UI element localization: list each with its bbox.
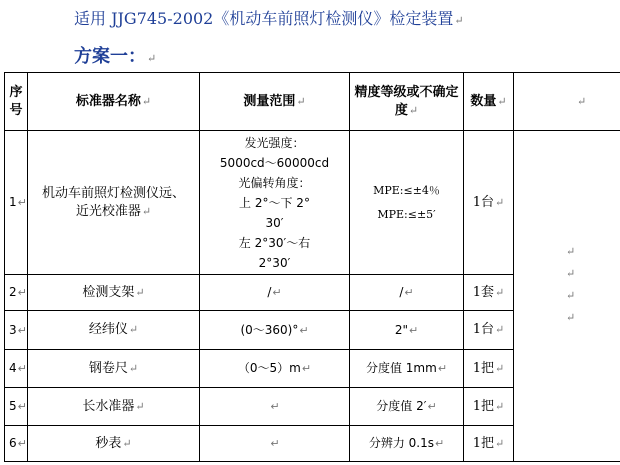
row-quantity-text: 1把 bbox=[472, 435, 495, 451]
paragraph-mark-icon: ↵ bbox=[566, 267, 576, 280]
row-range-text: （0～5）m bbox=[237, 361, 301, 375]
header-range-text: 测量范围 bbox=[243, 93, 296, 109]
row-name-text: 机动车前照灯检测仪远、近光校准器 bbox=[41, 185, 185, 219]
document-title bbox=[74, 6, 464, 29]
range-line: 左 2°30′～右 bbox=[238, 235, 311, 250]
row-accuracy bbox=[350, 131, 464, 275]
range-line: 光偏转角度： bbox=[238, 175, 311, 190]
row-name bbox=[28, 275, 200, 311]
paragraph-mark-icon: ↵ bbox=[497, 94, 507, 108]
paragraph-mark-icon: ↵ bbox=[147, 52, 157, 65]
row-no bbox=[5, 311, 28, 350]
paragraph-mark-icon: ↵ bbox=[408, 323, 419, 337]
row-quantity-text: 1台 bbox=[472, 322, 495, 337]
paragraph-mark-icon: ↵ bbox=[128, 323, 139, 336]
row-no bbox=[5, 426, 28, 462]
table-header-row bbox=[5, 73, 620, 131]
row-name bbox=[28, 350, 200, 388]
row-quantity bbox=[464, 350, 514, 388]
paragraph-mark-icon: ↵ bbox=[434, 437, 445, 450]
header-quantity bbox=[464, 73, 514, 131]
paragraph-mark-icon: ↵ bbox=[141, 204, 152, 218]
paragraph-mark-icon: ↵ bbox=[17, 400, 27, 413]
paragraph-mark-icon: ↵ bbox=[495, 436, 505, 450]
range-line: 30′ bbox=[265, 215, 284, 230]
header-name-text: 标准器名称 bbox=[75, 93, 141, 109]
row-quantity-text: 1台 bbox=[472, 194, 495, 210]
row-accuracy-text: 分辨力 0.1s bbox=[368, 436, 434, 450]
document-title-text: 适用 JJG745-2002《机动车前照灯检测仪》检定装置 bbox=[74, 9, 454, 28]
paragraph-mark-icon: ↵ bbox=[495, 361, 505, 375]
paragraph-mark-icon: ↵ bbox=[128, 361, 139, 375]
paragraph-mark-icon: ↵ bbox=[272, 286, 282, 299]
header-quantity-text: 数量 bbox=[470, 93, 497, 109]
range-line: 上 2°～下 2° bbox=[239, 195, 310, 210]
row-accuracy-text: 2" bbox=[394, 322, 408, 337]
row-range bbox=[200, 388, 350, 426]
row-range-text: (0～360)° bbox=[240, 322, 299, 337]
paragraph-mark-icon: ↵ bbox=[427, 400, 437, 413]
range-line: 5000cd～60000cd bbox=[219, 155, 330, 170]
paragraph-mark-icon: ↵ bbox=[566, 289, 576, 302]
row-accuracy-text: / bbox=[399, 285, 404, 299]
row-no-text: 3 bbox=[9, 322, 17, 337]
row-accuracy bbox=[350, 388, 464, 426]
row-no-text: 2 bbox=[9, 285, 17, 299]
row-extra-merged bbox=[514, 131, 620, 462]
paragraph-mark-icon: ↵ bbox=[135, 285, 145, 299]
row-range-text: / bbox=[267, 285, 272, 299]
row-no-text: 6 bbox=[9, 436, 17, 450]
row-name bbox=[28, 311, 200, 350]
paragraph-mark-icon: ↵ bbox=[495, 399, 505, 413]
accuracy-line: MPE:≤±4％ bbox=[373, 183, 440, 197]
row-accuracy bbox=[350, 311, 464, 350]
paragraph-mark-icon: ↵ bbox=[122, 436, 132, 450]
row-name bbox=[28, 388, 200, 426]
row-name bbox=[28, 426, 200, 462]
row-range bbox=[200, 350, 350, 388]
row-quantity-text: 1把 bbox=[472, 398, 495, 414]
row-quantity bbox=[464, 275, 514, 311]
paragraph-mark-icon: ↵ bbox=[566, 311, 576, 324]
row-accuracy-text: 分度值 2′ bbox=[376, 399, 427, 413]
row-quantity bbox=[464, 388, 514, 426]
header-no: 序号 bbox=[5, 73, 28, 131]
scheme-heading bbox=[74, 42, 156, 68]
range-line: 2°30′ bbox=[258, 255, 291, 270]
accuracy-line: MPE:≤±5′ bbox=[377, 207, 436, 221]
paragraph-mark-icon: ↵ bbox=[495, 195, 505, 209]
paragraph-mark-icon: ↵ bbox=[404, 286, 414, 299]
row-no-text: 4 bbox=[9, 361, 17, 375]
paragraph-mark-icon: ↵ bbox=[17, 362, 27, 375]
paragraph-mark-icon: ↵ bbox=[135, 399, 145, 413]
header-range bbox=[200, 73, 350, 131]
standards-table bbox=[4, 72, 620, 462]
row-no bbox=[5, 275, 28, 311]
row-range bbox=[200, 311, 350, 350]
row-accuracy-text: 分度值 1mm bbox=[365, 361, 437, 375]
row-accuracy bbox=[350, 350, 464, 388]
row-name-text: 长水准器 bbox=[82, 398, 135, 414]
paragraph-mark-icon: ↵ bbox=[270, 437, 280, 450]
paragraph-mark-icon: ↵ bbox=[17, 196, 27, 209]
row-name bbox=[28, 131, 200, 275]
scheme-heading-text: 方案一： bbox=[74, 46, 146, 67]
row-quantity bbox=[464, 311, 514, 350]
paragraph-mark-icon: ↵ bbox=[566, 245, 576, 258]
table-row bbox=[5, 131, 620, 275]
row-range bbox=[200, 131, 350, 275]
paragraph-mark-icon: ↵ bbox=[17, 323, 27, 337]
header-extra bbox=[514, 73, 620, 131]
row-no bbox=[5, 350, 28, 388]
row-accuracy bbox=[350, 426, 464, 462]
row-no bbox=[5, 388, 28, 426]
header-name bbox=[28, 73, 200, 131]
row-accuracy bbox=[350, 275, 464, 311]
paragraph-mark-icon: ↵ bbox=[17, 437, 27, 450]
paragraph-mark-icon: ↵ bbox=[296, 94, 306, 108]
row-name-text: 秒表 bbox=[95, 435, 122, 451]
row-quantity bbox=[464, 426, 514, 462]
paragraph-mark-icon: ↵ bbox=[299, 323, 309, 337]
header-accuracy bbox=[350, 73, 464, 131]
row-quantity-text: 1把 bbox=[472, 360, 495, 376]
range-line: 发光强度： bbox=[244, 135, 305, 150]
row-quantity bbox=[464, 131, 514, 275]
paragraph-mark-icon: ↵ bbox=[270, 400, 280, 413]
row-no-text: 1 bbox=[9, 195, 17, 209]
row-name-text: 经纬仪 bbox=[88, 322, 128, 337]
paragraph-mark-icon: ↵ bbox=[454, 14, 464, 27]
row-no-text: 5 bbox=[9, 399, 17, 413]
paragraph-mark-icon: ↵ bbox=[301, 362, 312, 375]
paragraph-mark-icon: ↵ bbox=[495, 285, 505, 299]
paragraph-mark-icon: ↵ bbox=[495, 323, 505, 336]
paragraph-mark-icon: ↵ bbox=[577, 94, 587, 108]
row-name-text: 钢卷尺 bbox=[88, 360, 128, 376]
paragraph-mark-icon: ↵ bbox=[141, 94, 152, 108]
row-range bbox=[200, 426, 350, 462]
row-no bbox=[5, 131, 28, 275]
header-accuracy-text: 精度等级或不确定度 bbox=[354, 84, 459, 118]
paragraph-mark-icon: ↵ bbox=[17, 286, 27, 299]
row-range bbox=[200, 275, 350, 311]
row-name-text: 检测支架 bbox=[82, 284, 135, 300]
paragraph-mark-icon: ↵ bbox=[437, 362, 448, 375]
row-quantity-text: 1套 bbox=[472, 284, 495, 300]
paragraph-mark-icon: ↵ bbox=[408, 103, 419, 117]
